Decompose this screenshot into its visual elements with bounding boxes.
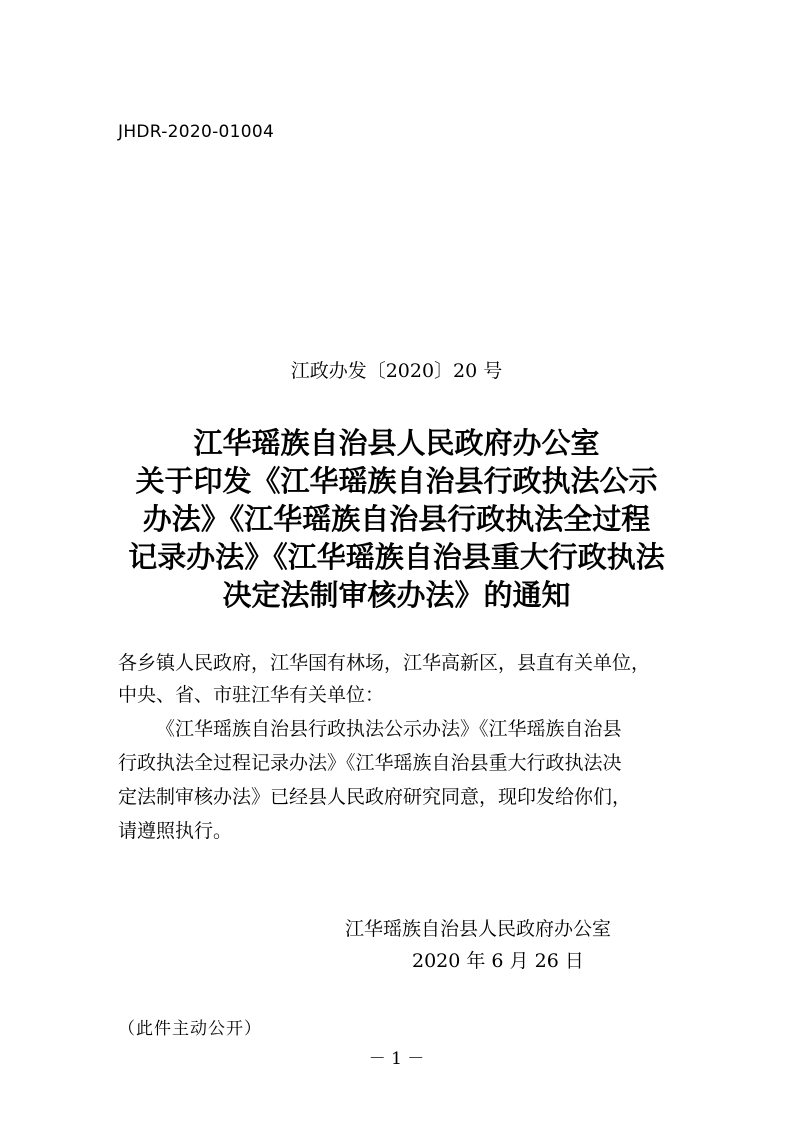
sign-date: 2020 年 6 月 26 日 — [412, 950, 584, 972]
document-title — [100, 424, 693, 614]
document-id: JHDR-2020-01004 — [118, 122, 275, 142]
body-line: 行政执法全过程记录办法》《江华瑶族自治县重大行政执法决 — [118, 752, 622, 774]
signer: 江华瑶族自治县人民政府办公室 — [345, 918, 612, 940]
salutation-line: 各乡镇人民政府，江华国有林场，江华高新区，县直有关单位， — [118, 652, 651, 674]
public-note: （此件主动公开） — [118, 1019, 262, 1039]
body-line: 请遵照执行。 — [118, 820, 233, 842]
salutation — [118, 647, 650, 711]
title-line: 记录办法》《江华瑶族自治县重大行政执法 — [128, 540, 665, 574]
title-line: 办法》《江华瑶族自治县行政执法全过程 — [142, 502, 651, 536]
body-paragraph — [118, 712, 631, 848]
document-number: 江政办发〔2020〕20 号 — [290, 360, 503, 382]
body-line: 定法制审核办法》已经县人民政府研究同意，现印发给你们， — [118, 786, 632, 808]
page-number: － 1 － — [368, 1049, 425, 1069]
title-line: 关于印发《江华瑶族自治县行政执法公示 — [135, 464, 658, 498]
title-line: 江华瑶族自治县人民政府办公室 — [193, 426, 600, 460]
salutation-line: 中央、省、市驻江华有关单位： — [118, 684, 385, 706]
title-line: 决定法制审核办法》的通知 — [222, 578, 571, 612]
body-line: 《江华瑶族自治县行政执法公示办法》《江华瑶族自治县 — [156, 718, 622, 740]
